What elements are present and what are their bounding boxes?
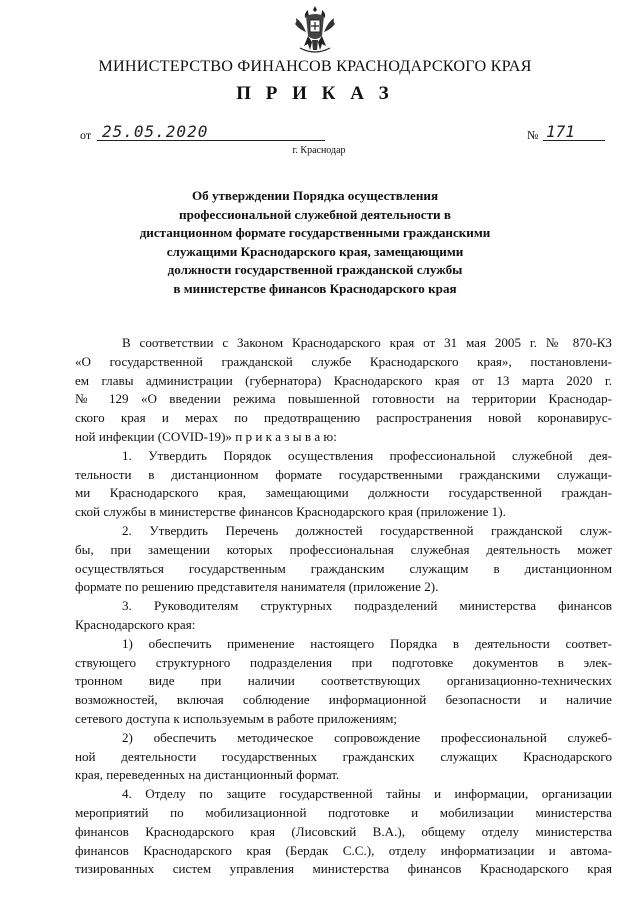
paragraph-line: тронном виде при наличии соответствующих организационно-технических [75,673,612,689]
paragraph-line: финансов Краснодарского края (Бердак С.С.), отделу информатизации и автома- [75,842,612,858]
document-type: П Р И К А З [236,83,394,104]
paragraph-line: осуществляться государственным гражданским служащим в дистанционном [75,560,612,576]
paragraph-line: В соответствии с Законом Краснодарского края от 31 мая 2005 г. № 870-КЗ [122,335,612,350]
date-value: 25.05.2020 [102,122,209,141]
paragraph-line: сетевого доступа к используемым в работе приложениям; [75,710,398,726]
paragraph-line: ского края и мерах по предотвращению распространения новой коронавирус- [75,410,612,426]
paragraph-line: 1) обеспечить применение настоящего Порядка в деятельности соответ- [122,635,612,651]
paragraph-line: ствующего структурного подразделения при подготовке документов в элек- [75,654,612,670]
paragraph-line: края, переведенных на дистанционный формат. [75,767,340,783]
title-line: должности государственной гражданской службы [167,262,463,277]
title-line: служащими Краснодарского края, замещающими [166,243,464,259]
body-paragraph [75,334,612,447]
city: г. Краснодар [292,145,346,156]
paragraph-line: тизированных систем управления министерства финансов Краснодарского края [75,861,612,877]
body-paragraph [75,522,612,597]
title-line: Об утверждении Порядка осуществления [191,188,439,203]
paragraph-line: 4. Отделу по защите государственной тайны и информации, организации [122,786,612,802]
paragraph-line: 2) обеспечить методическое сопровождение профессиональной служеб- [122,729,612,745]
paragraph-line: ной деятельности государственных гражданских служащих Краснодарского [75,748,612,764]
date-label: от [80,128,92,142]
paragraph-line: бы, при замещении которых профессиональная служебная деятельность может [75,541,612,557]
coat-of-arms-icon [292,4,338,56]
body-paragraph [75,635,612,729]
paragraph-line: возможностей, включая соблюдение информационной безопасности и наличие [75,692,612,708]
paragraph-line: ской службы в министерстве финансов Краснодарского края (приложение 1). [75,504,506,520]
paragraph-line: финансов Краснодарского края (Лисовский В.А.), общему отделу министерства [75,823,612,839]
paragraph-line: ем главы администрации (губернатора) Краснодарского края от 13 марта 2020 г. [75,372,612,388]
number-value: 171 [546,122,575,141]
paragraph-line: «О государственной гражданской службе Краснодарского края», постановлени- [75,353,612,369]
body-paragraph [75,785,612,879]
paragraph-line: № 129 «О введении режима повышенной готовности на территории Краснодар- [75,391,612,407]
ministry-name: МИНИСТЕРСТВО ФИНАНСОВ КРАСНОДАРСКОГО КРАЯ [98,57,532,75]
paragraph-line: 3. Руководителям структурных подразделений министерства финансов [122,598,612,614]
paragraph-line: 2. Утвердить Перечень должностей государственной гражданской служ- [122,522,612,538]
paragraph-line: 1. Утвердить Порядок осуществления профессиональной служебной дея- [122,447,612,463]
number-label: № [527,128,539,142]
title-line: в министерстве финансов Краснодарского края [173,280,457,296]
paragraph-line: тельности в дистанционном формате государственными гражданскими служащи- [75,466,612,482]
body-paragraph [75,597,612,635]
body-paragraph [75,447,612,522]
paragraph-line: ми Краснодарского края, замещающими должности государственной граждан- [75,485,612,501]
title-line: профессиональной служебной деятельности в [179,206,451,222]
document-title [85,187,545,298]
document-body [75,334,612,879]
date-number-row [80,124,580,144]
body-paragraph [75,729,612,785]
paragraph-line: мероприятий по мобилизационной подготовке и мобилизации министерства [75,804,612,820]
paragraph-line: формате по решению представителя нанимателя (приложение 2). [75,579,439,595]
paragraph-line: Краснодарского края: [75,616,196,632]
title-line: дистанционном формате государственными гражданскими [139,225,491,240]
paragraph-line: ной инфекции (COVID-19)» п р и к а з ы в а ю: [75,428,337,444]
